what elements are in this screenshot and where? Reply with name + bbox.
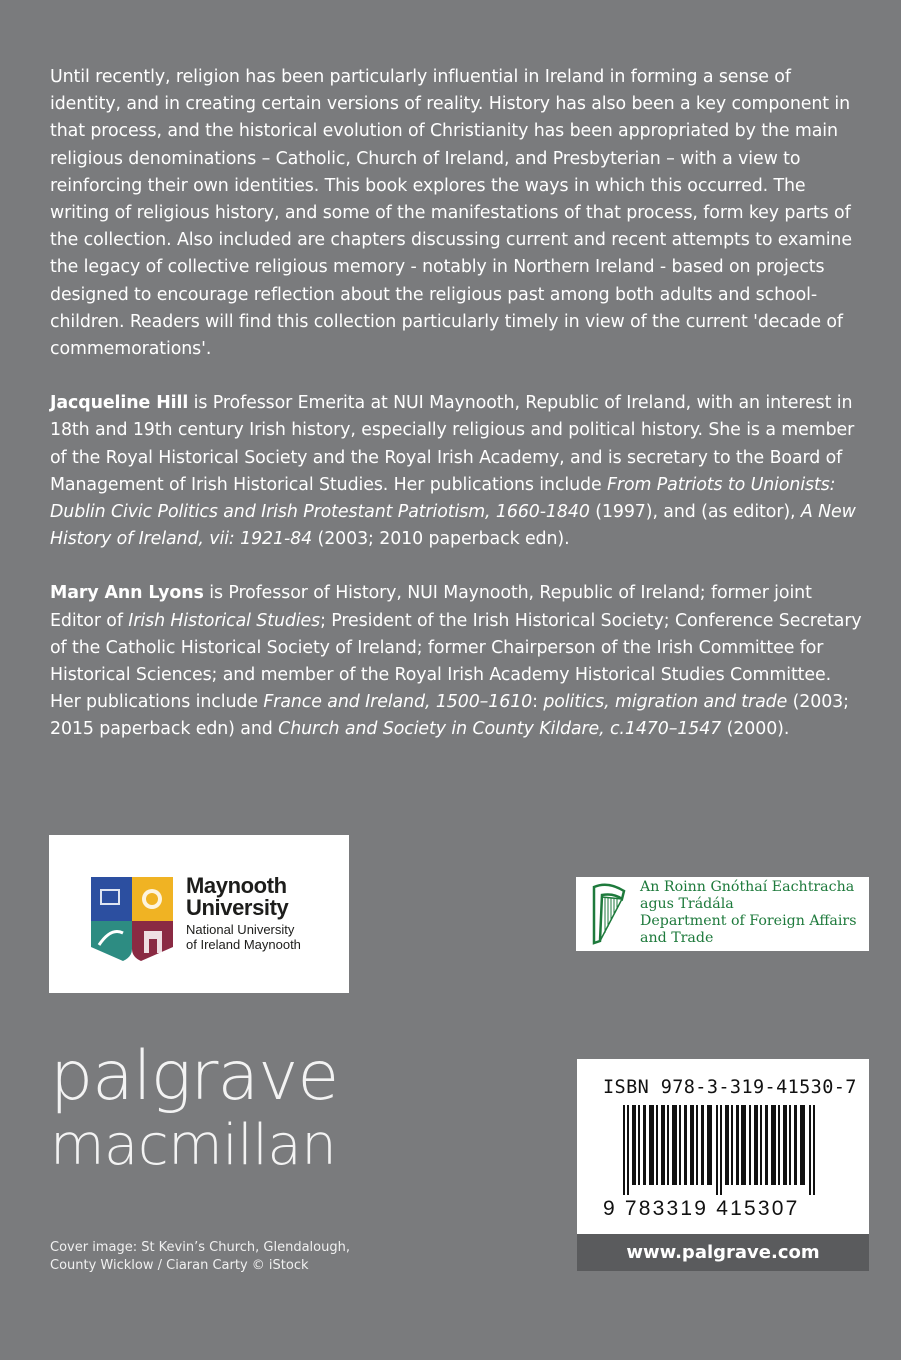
book-title: Church and Society in County Kildare, c.1470–1547 xyxy=(278,719,722,740)
back-cover-text xyxy=(50,64,865,771)
publisher-url[interactable]: www.palgrave.com xyxy=(577,1234,869,1271)
barcode-icon xyxy=(623,1105,823,1195)
editor-bio-lyons: Mary Ann Lyons is Professor of History, NUI Maynooth, Republic of Ireland; former joint Editor of Irish Historical Studies; President of the Irish Historical Society; Conference Secretary of the Catholic Historical Society of Ireland; former Chairperson of the Irish Committee for Historical Sciences; and member of the Royal Irish Academy Historical Studies Committee. Her publications include France and Ireland, 1500–1610: politics, migration and trade (2003; 2015 paperback edn) and Church and Society in County Kildare, c.1470–1547 (2000). xyxy=(50,583,862,740)
isbn-digits: 9 783319 415307 xyxy=(603,1197,800,1220)
editor-name: Mary Ann Lyons xyxy=(50,583,204,604)
isbn-barcode-panel xyxy=(577,1059,869,1271)
dfa-wordmark: An Roinn Gnóthaí Eachtracha agus Trádála Department of Foreign Affairs and Trade xyxy=(640,879,857,946)
isbn-label: ISBN 978-3-319-41530-7 xyxy=(603,1077,857,1098)
book-title: From Patriots to Unionists: Dublin Civic Politics and Irish Protestant Patriotism, 1660-1840 xyxy=(50,474,836,523)
dfa-logo xyxy=(576,877,869,951)
maynooth-crest-icon xyxy=(91,877,173,969)
editor-bio-hill: Jacqueline Hill is Professor Emerita at NUI Maynooth, Republic of Ireland, with an interest in 18th and 19th century Irish history, especially religious and political history. She is a member of the Royal Historical Society and the Royal Irish Academy, and is secretary to the Board of Management of Irish Historical Studies. Her publications include From Patriots to Unionists: Dublin Civic Politics and Irish Protestant Patriotism, 1660-1840 (1997), and (as editor), A New History of Ireland, vii: 1921-84 (2003; 2010 paperback edn). xyxy=(50,393,856,550)
book-title: A New History of Ireland, vii: 1921-84 xyxy=(50,502,856,550)
summary-paragraph: Until recently, religion has been particularly influential in Ireland in forming a sense of identity, and in creating certain versions of reality. History has also been a key component in that process, and the historical evolution of Christianity has been appropriated by the main religious denominations – Catholic, Church of Ireland, and Presbyterian – with a view to reinforcing their own identities. This book explores the ways in which this occurred. The writing of religious history, and some of the manifestations of that process, form key parts of the collection. Also included are chapters discussing current and recent attempts to examine the legacy of collective religious memory - notably in Northern Ireland - based on projects designed to encourage reflection about the religious past among both adults and school-children. Readers will find this collection particularly timely in view of the current 'decade of commemorations'. xyxy=(50,67,852,360)
cover-image-credit: Cover image: St Kevin’s Church, Glendalough, County Wicklow / Ciaran Carty © iStock xyxy=(50,1240,350,1273)
maynooth-wordmark: Maynooth University National University of Ireland Maynooth xyxy=(186,873,301,952)
book-title: politics, migration and trade xyxy=(543,692,788,713)
maynooth-university-logo xyxy=(49,835,349,993)
harp-icon xyxy=(588,881,630,947)
book-title: Irish Historical Studies xyxy=(128,610,321,631)
book-title: France and Ireland, 1500–1610 xyxy=(263,692,533,713)
palgrave-macmillan-logo: palgrave macmillan xyxy=(50,1037,339,1178)
editor-name: Jacqueline Hill xyxy=(50,393,189,414)
